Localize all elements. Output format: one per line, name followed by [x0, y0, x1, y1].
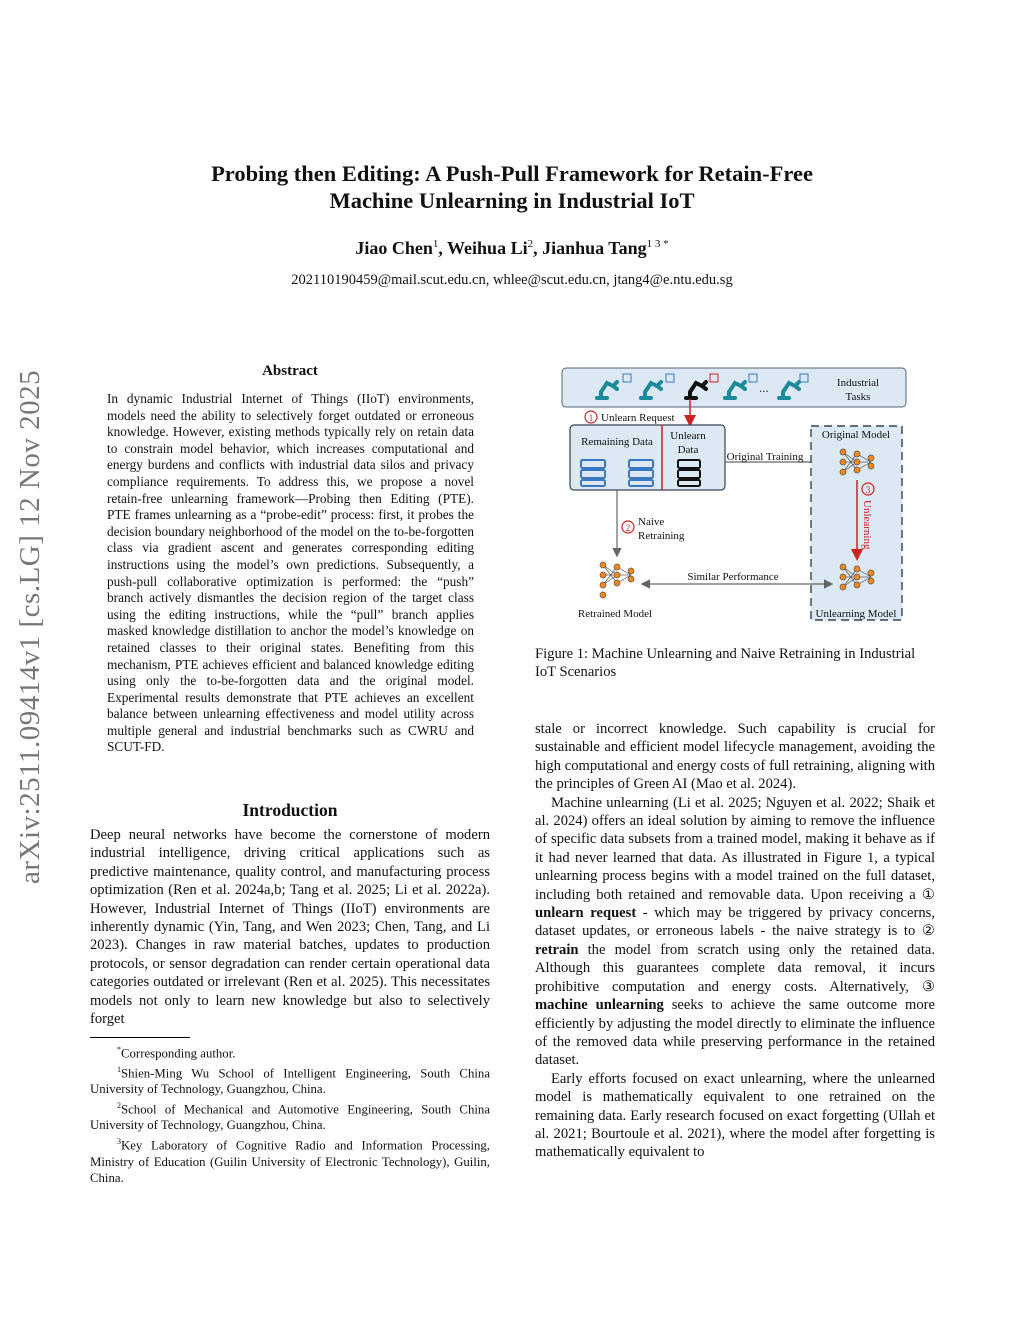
paper-title	[0, 160, 1024, 214]
footnote-mark-3: 3	[117, 1136, 121, 1146]
introduction-heading: Introduction	[242, 800, 338, 820]
footnote-affil-2	[90, 1098, 490, 1134]
abstract-heading: Abstract	[262, 363, 318, 379]
original-model-label: Original Model	[821, 429, 891, 441]
author-2-affil: 2	[527, 238, 534, 250]
introduction-text: Deep neural networks have become the cornerstone of modern industrial intelligence, driving critical applications such as predictive maintenance, quality control, and manufacturing process optimization (Ren et al. 2024a,b; Tang et al. 2025; Li et al. 2022a). However, Industrial Internet of Things (IIoT) environments are inherently dynamic (Yin, Tang, and Wen 2023; Chen, Tang, and Li 2023). Changes in raw material batches, updates to production protocols, or sensor degradation can render certain operational data categories outdated or irrelevant (Ren et al. 2025). This necessitates models not only to learn new knowledge but also to selectively forget	[90, 827, 490, 1028]
term-machine-unlearning: machine unlearning	[535, 997, 664, 1014]
step-1-number: 1	[588, 413, 594, 423]
naive-label-1: Naive	[638, 516, 665, 528]
step-2-number: 2	[625, 523, 631, 533]
author-3-affil: 1 3 *	[646, 238, 669, 250]
paragraph-3: Early efforts focused on exact unlearning, where the unlearned model is mathematically equivalent to one retrained on the remaining data. Early research focused on exact forgetting (Ullah et al. 2021; Bourtoule et al. 2021), where the model after forgetting is mathematically equivalent to	[535, 1070, 935, 1161]
abstract-text: In dynamic Industrial Internet of Things (IIoT) environments, models need the ability to selectively forget outdated or erroneous knowledge. However, existing methods typically rely on retain data to constrain model behavior, which increases computational and energy burdens and conflicts with industrial data silos and privacy compliance requirements. To address this, we propose a novel retain-free unlearning framework—Probing then Editing (PTE). PTE frames unlearning as a “probe-edit” process: first, it probes the decision boundary neighborhood of the model on the to-be-forgotten class via gradient ascent and generates corresponding editing instructions using the model’s own predictions. Subsequently, a push-pull collaborative optimization is performed: the “push” branch actively dismantles the decision region of the target class using the editing instructions, while the “pull” branch applies masked knowledge distillation to anchor the model’s knowledge on retained classes to their original states. Benefiting from this mechanism, PTE achieves efficient and balanced knowledge editing using only the to-be-forgotten data and the original model. Experimental results demonstrate that PTE achieves an excellent balance between unlearning effectiveness and model utility across multiple general and industrial benchmarks such as CWRU and SCUT-FD.	[107, 391, 474, 755]
title-line-1: Probing then Editing: A Push-Pull Framework for Retain-Free	[211, 161, 813, 186]
retrained-model-label: Retrained Model	[577, 608, 653, 620]
figure-1-diagram	[535, 362, 935, 632]
author-sep-2: ,	[533, 238, 543, 258]
author-emails: 202110190459@mail.scut.edu.cn, whlee@scut.edu.cn, jtang4@e.ntu.edu.sg	[291, 272, 733, 288]
author-3: Jianhua Tang	[542, 238, 647, 258]
title-line-2: Machine Unlearning in Industrial IoT	[329, 188, 695, 213]
retrained-model-network-icon	[600, 562, 634, 598]
arxiv-identifier: arXiv:2511.09414v1 [cs.LG] 12 Nov 2025	[14, 370, 46, 885]
ellipsis-label: ...	[759, 380, 769, 395]
unlearn-data-label-2: Data	[677, 444, 699, 456]
paragraph-1: stale or incorrect knowledge. Such capability is crucial for sustainable and efficient model lifecycle management, avoiding the high computational and energy costs of full retraining, aligning with the principles of Green AI (Mao et al. 2024).	[535, 721, 935, 793]
footnote-text-0: Corresponding author.	[121, 1046, 236, 1061]
unlearn-data-label-1: Unlearn	[670, 430, 706, 442]
p2-part-a: Machine unlearning (Li et al. 2025; Nguyen et al. 2022; Shaik et al. 2024) offers an ideal solution by aiming to remove the influence of specific data subsets from a trained model, making it behave as if it had never learned that data. As illustrated in Figure 1, a typical unlearning process begins with a model trained on the full dataset, including both retained and removable data. Upon receiving a ①	[535, 794, 935, 903]
author-1: Jiao Chen	[355, 238, 433, 258]
p2-part-c: - which may be triggered by privacy concerns, dataset updates, or erroneous labels - the naive strategy is to ②	[535, 905, 935, 940]
naive-label-2: Retraining	[638, 530, 685, 542]
footnote-text-1: Shien-Ming Wu School of Intelligent Engineering, South China University of Technology, Guangzhou, China.	[90, 1065, 490, 1097]
author-2: Weihua Li	[447, 238, 528, 258]
author-1-affil: 1	[432, 238, 439, 250]
industrial-tasks-label-1: Industrial	[836, 377, 880, 389]
original-training-label: Original Training	[726, 451, 804, 463]
unlearning-label: Unlearning	[861, 500, 873, 550]
step-3-number: 3	[865, 485, 871, 495]
p2-part-g: seeks to achieve the same outcome more efficiently by adjusting the model directly to eliminate the influence of the removed data while preserving performance in the retained dataset.	[535, 997, 935, 1069]
footnote-mark-1: 1	[117, 1064, 121, 1074]
author-sep-1: ,	[438, 238, 448, 258]
footnotes	[90, 1042, 490, 1186]
footnote-affil-3	[90, 1134, 490, 1186]
term-retrain: retrain	[535, 941, 579, 958]
footnote-affil-1	[90, 1062, 490, 1098]
footnote-text-2: School of Mechanical and Automotive Engineering, South China University of Technology, Guangzhou, China.	[90, 1102, 490, 1133]
footnote-text-3: Key Laboratory of Cognitive Radio and Information Processing, Ministry of Education (Guilin University of Electronic Technology), Guilin, China.	[90, 1138, 490, 1185]
footnote-corresponding	[90, 1042, 490, 1062]
p2-part-e: the model from scratch using only the retained data. Although this guarantees complete data removal, it incurs prohibitive computation and energy costs. Alternatively, ③	[535, 941, 935, 995]
paragraph-2	[535, 794, 935, 1070]
remaining-data-label: Remaining Data	[581, 436, 653, 448]
footnote-mark-2: 2	[117, 1100, 121, 1110]
step-1-label: Unlearn Request	[601, 412, 675, 424]
author-list	[0, 238, 1024, 259]
right-column-text	[535, 720, 935, 1162]
term-unlearn-request: unlearn request	[535, 905, 637, 922]
footnote-divider	[90, 1037, 190, 1038]
footnote-mark-0: *	[117, 1045, 121, 1054]
similar-performance-label: Similar Performance	[687, 571, 779, 583]
unlearning-model-label: Unlearning Model	[815, 608, 897, 620]
figure-1-caption: Figure 1: Machine Unlearning and Naive Retraining in Industrial IoT Scenarios	[535, 646, 916, 681]
industrial-tasks-label-2: Tasks	[845, 391, 871, 403]
